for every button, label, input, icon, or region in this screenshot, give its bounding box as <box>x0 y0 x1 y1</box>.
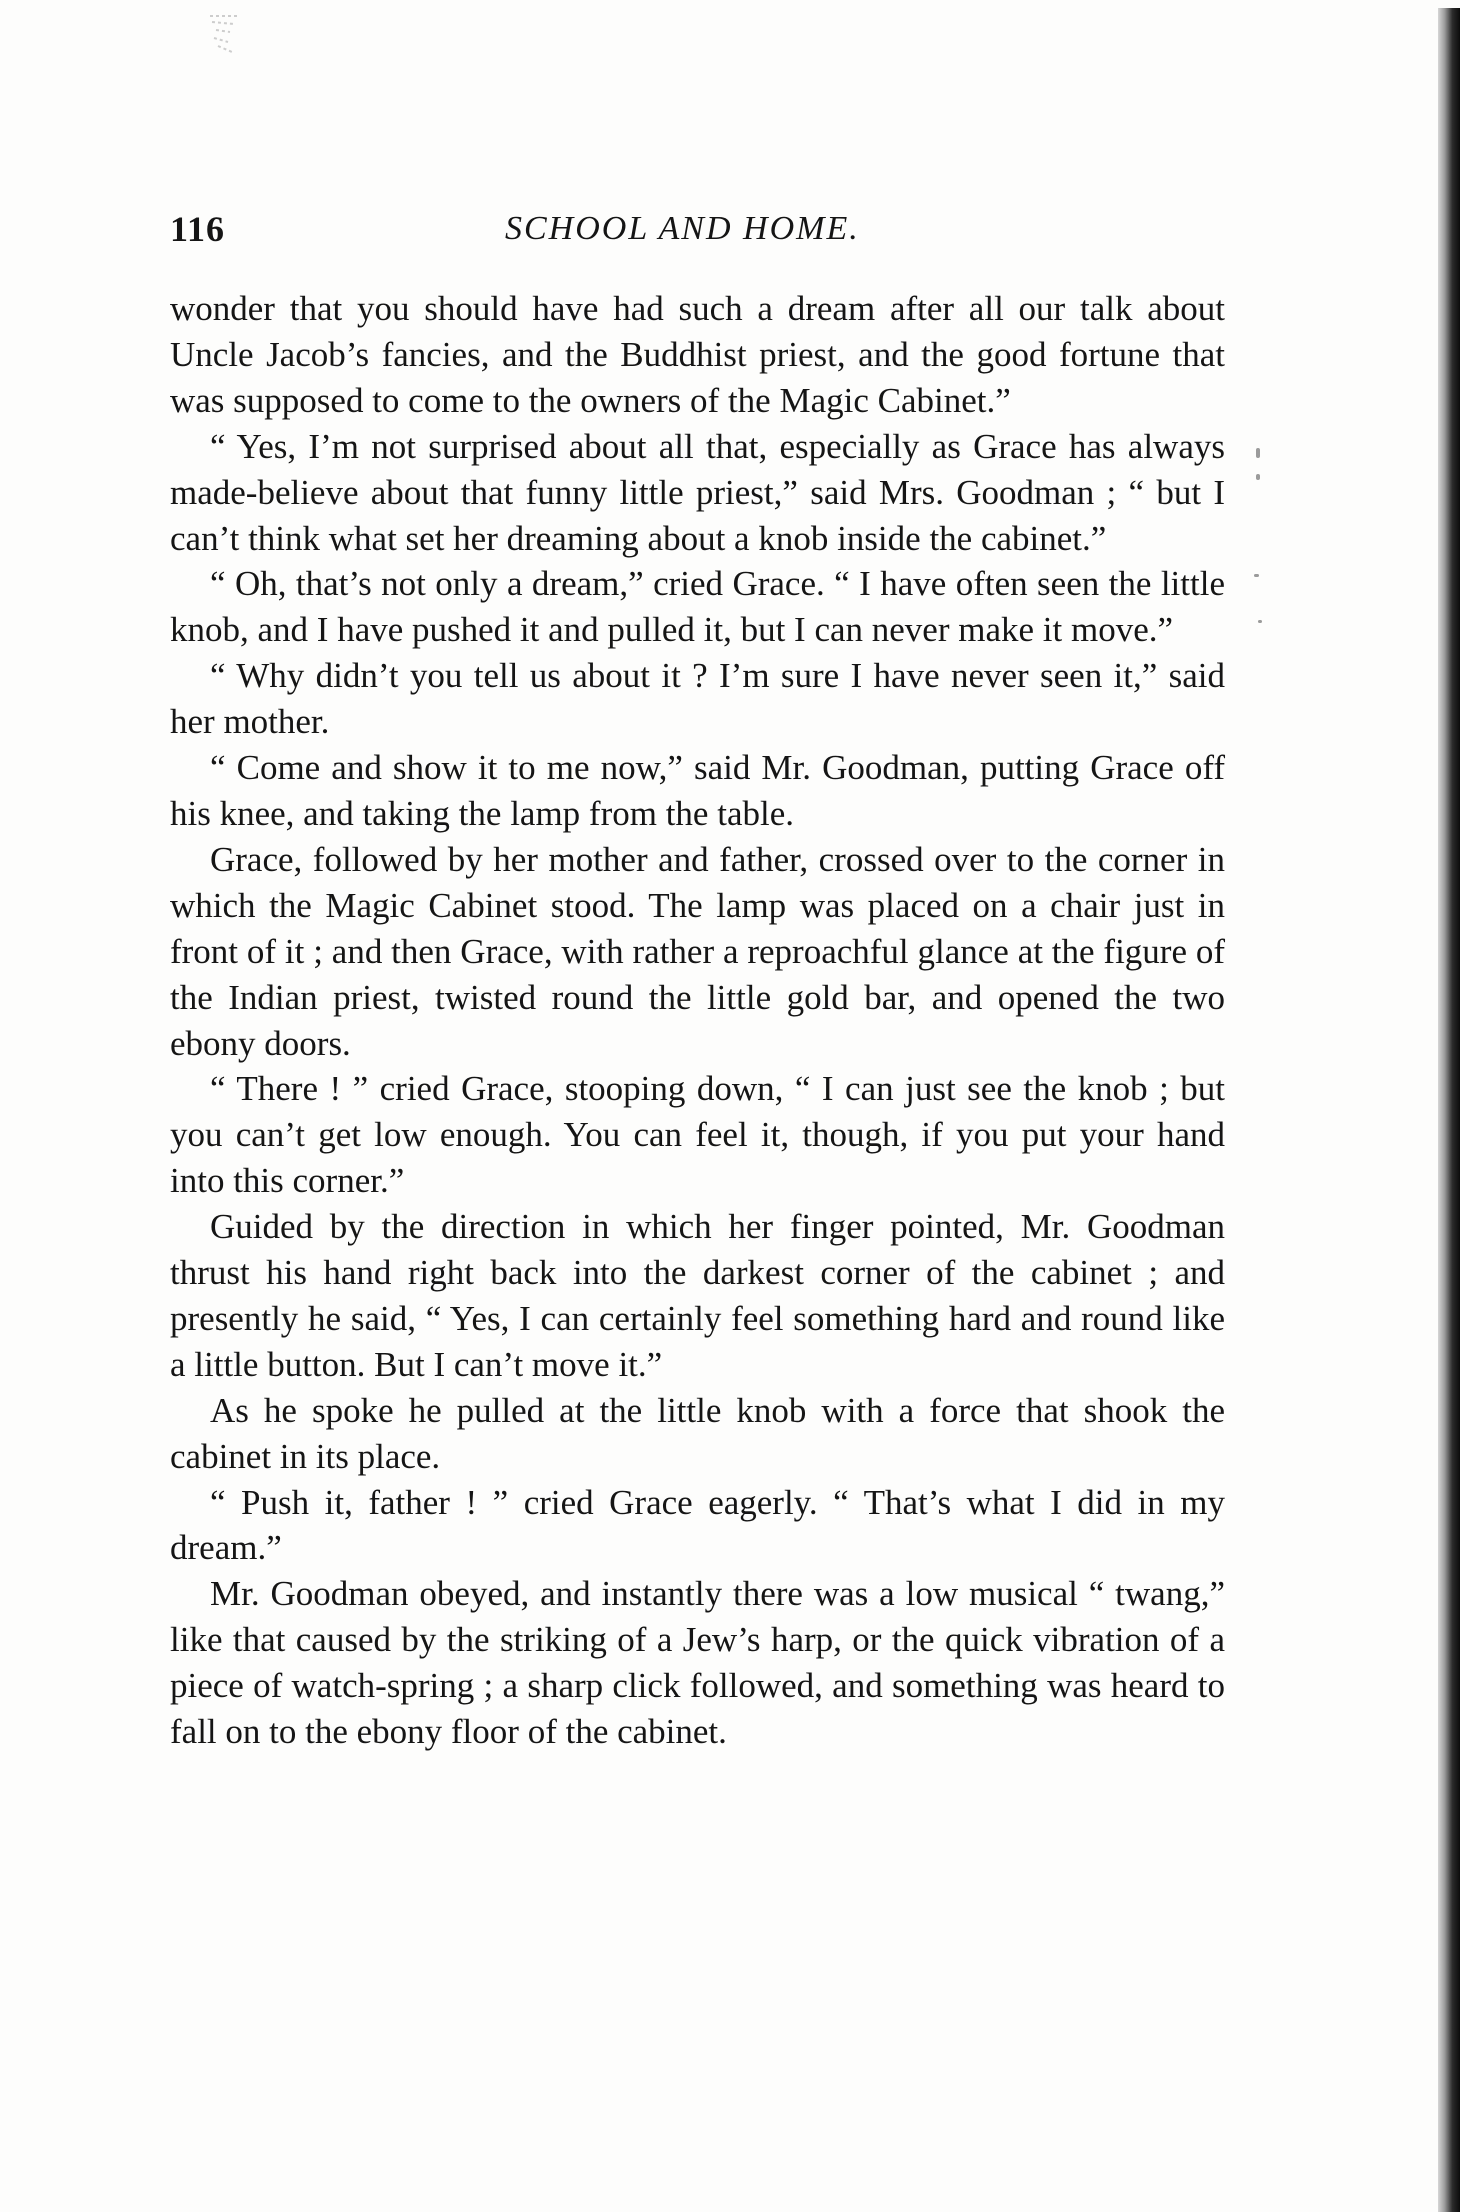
paragraph: “ Oh, that’s not only a dream,” cried Grace. “ I have often seen the little knob, and I have pushed it and pulled it, but I can never make it move.” <box>170 564 1225 650</box>
page-header <box>170 200 1230 260</box>
paragraph: “ Why didn’t you tell us about it ? I’m sure I have never seen it,” said her mother. <box>170 656 1225 742</box>
margin-speck <box>1256 448 1260 458</box>
running-head: SCHOOL AND HOME. <box>505 210 860 247</box>
body-text <box>170 286 1225 1755</box>
margin-speck <box>1258 620 1262 623</box>
margin-speck <box>1254 574 1259 577</box>
paragraph: “ Yes, I’m not surprised about all that, especially as Grace has always made-believe about that funny little priest,” said Mrs. Goodman ; “ but I can’t think what set her dreaming about a knob inside the cabinet.” <box>170 426 1225 558</box>
paragraph: “ There ! ” cried Grace, stooping down, “ I can just see the knob ; but you can’t get low enough. You can feel it, though, if you put your hand into this corner.” <box>170 1069 1225 1201</box>
paragraph: Mr. Goodman obeyed, and instantly there was a low musical “ twang,” like that caused by the striking of a Jew’s harp, or the quick vibration of a piece of watch-spring ; a sharp click followed, and something was heard to fall on to the ebony floor of the cabinet. <box>170 1574 1225 1752</box>
paragraph: As he spoke he pulled at the little knob with a force that shook the cabinet in its place. <box>170 1390 1225 1476</box>
book-binding-edge <box>1438 8 1460 2212</box>
paragraph: Grace, followed by her mother and father, crossed over to the corner in which the Magic Cabinet stood. The lamp was placed on a chair just in front of it ; and then Grace, with rather a reproachful glance at the figure of the Indian priest, twisted round the little gold bar, and opened the two ebony doors. <box>170 839 1225 1063</box>
margin-speck <box>1256 474 1260 480</box>
library-stamp-mark <box>208 12 240 60</box>
paragraph: Guided by the direction in which her finger pointed, Mr. Goodman thrust his hand right back into the darkest corner of the cabinet ; and presently he said, “ Yes, I can certainly feel something hard and round like a little button. But I can’t move it.” <box>170 1207 1225 1384</box>
paragraph: wonder that you should have had such a dream after all our talk about Uncle Jacob’s fancies, and the Buddhist priest, and the good fortune that was supposed to come to the owners of the Magic Cabinet.” <box>170 289 1225 420</box>
paragraph: “ Push it, father ! ” cried Grace eagerly. “ That’s what I did in my dream.” <box>170 1482 1225 1568</box>
page-number: 116 <box>170 209 226 249</box>
paragraph: “ Come and show it to me now,” said Mr. Goodman, putting Grace off his knee, and taking the lamp from the table. <box>170 748 1225 833</box>
